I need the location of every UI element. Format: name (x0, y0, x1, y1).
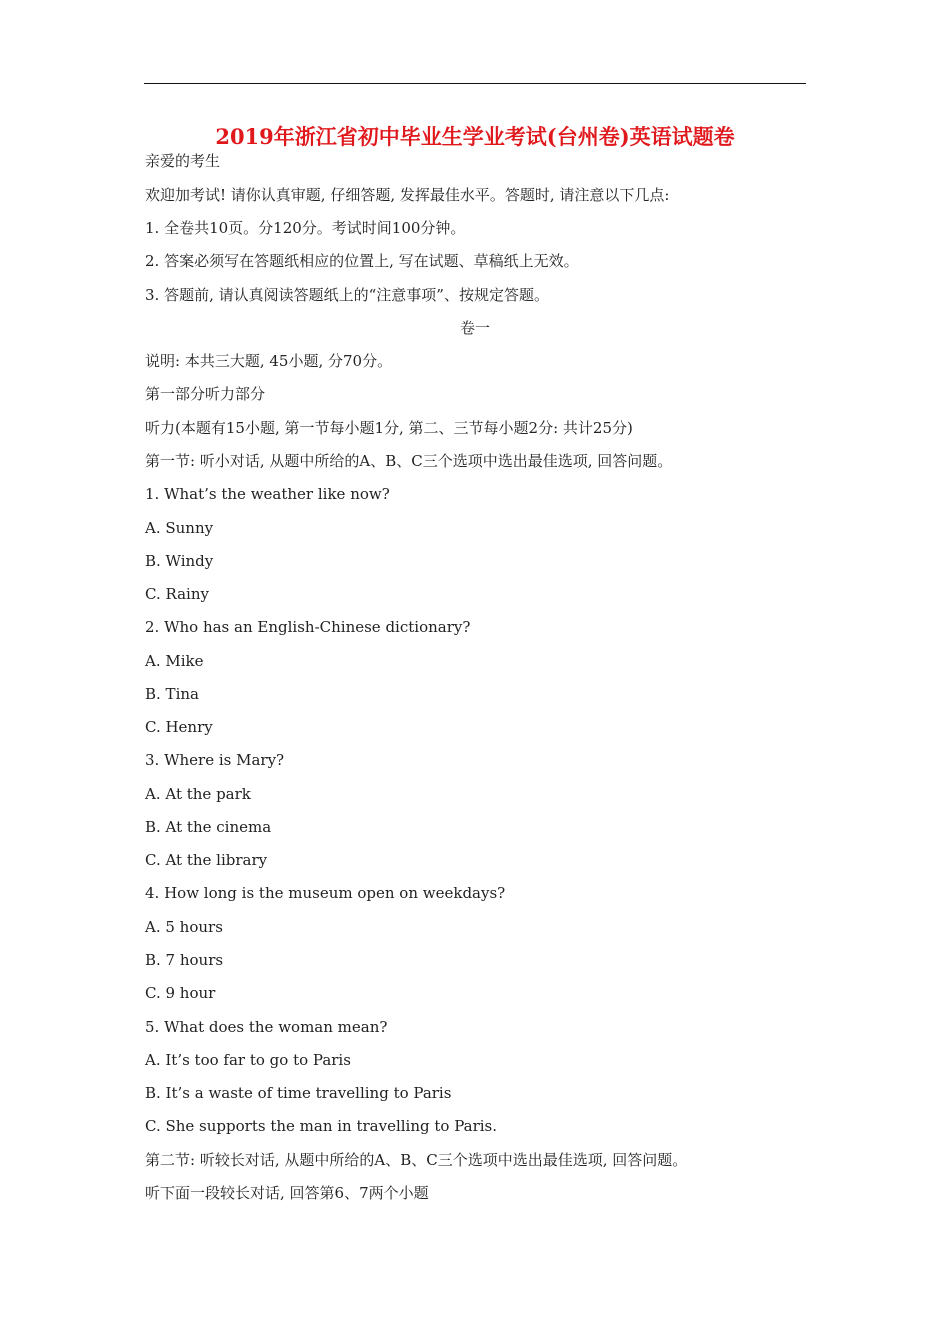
body-line: 第一部分听力部分 (145, 385, 266, 403)
body-line: 3. 答题前, 请认真阅读答题纸上的“注意事项”、按规定答题。 (145, 286, 549, 304)
body-line: 听下面一段较长对话, 回答第6、7两个小题 (145, 1184, 429, 1202)
option: C. She supports the man in travelling to Paris. (145, 1117, 498, 1135)
body-line: 2. 答案必须写在答题纸相应的位置上, 写在试题、草稿纸上无效。 (145, 252, 579, 270)
body-line: 1. 全卷共10页。分120分。考试时间100分钟。 (145, 219, 466, 237)
option: A. Sunny (145, 519, 214, 537)
body-line: 第二节: 听较长对话, 从题中所给的A、B、C三个选项中选出最佳选项, 回答问题。 (145, 1151, 688, 1169)
question: 4. How long is the museum open on weekdays? (145, 884, 506, 902)
question: 2. Who has an English-Chinese dictionary? (145, 618, 471, 636)
option: B. Tina (145, 685, 199, 703)
question: 5. What does the woman mean? (145, 1018, 388, 1036)
option: A. At the park (145, 785, 251, 803)
body-line: 欢迎加考试! 请你认真审题, 仔细答题, 发挥最佳水平。答题时, 请注意以下几点: (145, 186, 670, 204)
option: C. Rainy (145, 585, 209, 603)
question: 3. Where is Mary? (145, 751, 285, 769)
option: A. It’s too far to go to Paris (145, 1051, 351, 1069)
option: A. 5 hours (145, 918, 223, 936)
body-line: 第一节: 听小对话, 从题中所给的A、B、C三个选项中选出最佳选项, 回答问题。 (145, 452, 673, 470)
option: A. Mike (145, 652, 204, 670)
option: B. 7 hours (145, 951, 224, 969)
body-line: 亲爱的考生 (145, 152, 221, 170)
body-line: 听力(本题有15小题, 第一节每小题1分, 第二、三节每小题2分: 共计25分) (145, 419, 633, 437)
option: B. It’s a waste of time travelling to Paris (145, 1084, 452, 1102)
option: B. At the cinema (145, 818, 272, 836)
body-line: 说明: 本共三大题, 45小题, 分70分。 (145, 352, 393, 370)
question: 1. What’s the weather like now? (145, 485, 390, 503)
option: C. Henry (145, 718, 213, 736)
option: B. Windy (145, 552, 214, 570)
section-heading: 卷一 (459, 319, 490, 337)
document-title: 2019年浙江省初中毕业生学业考试(台州卷)英语试题卷 (215, 124, 735, 149)
option: C. 9 hour (145, 984, 216, 1002)
header-rule (144, 83, 806, 84)
option: C. At the library (145, 851, 268, 869)
